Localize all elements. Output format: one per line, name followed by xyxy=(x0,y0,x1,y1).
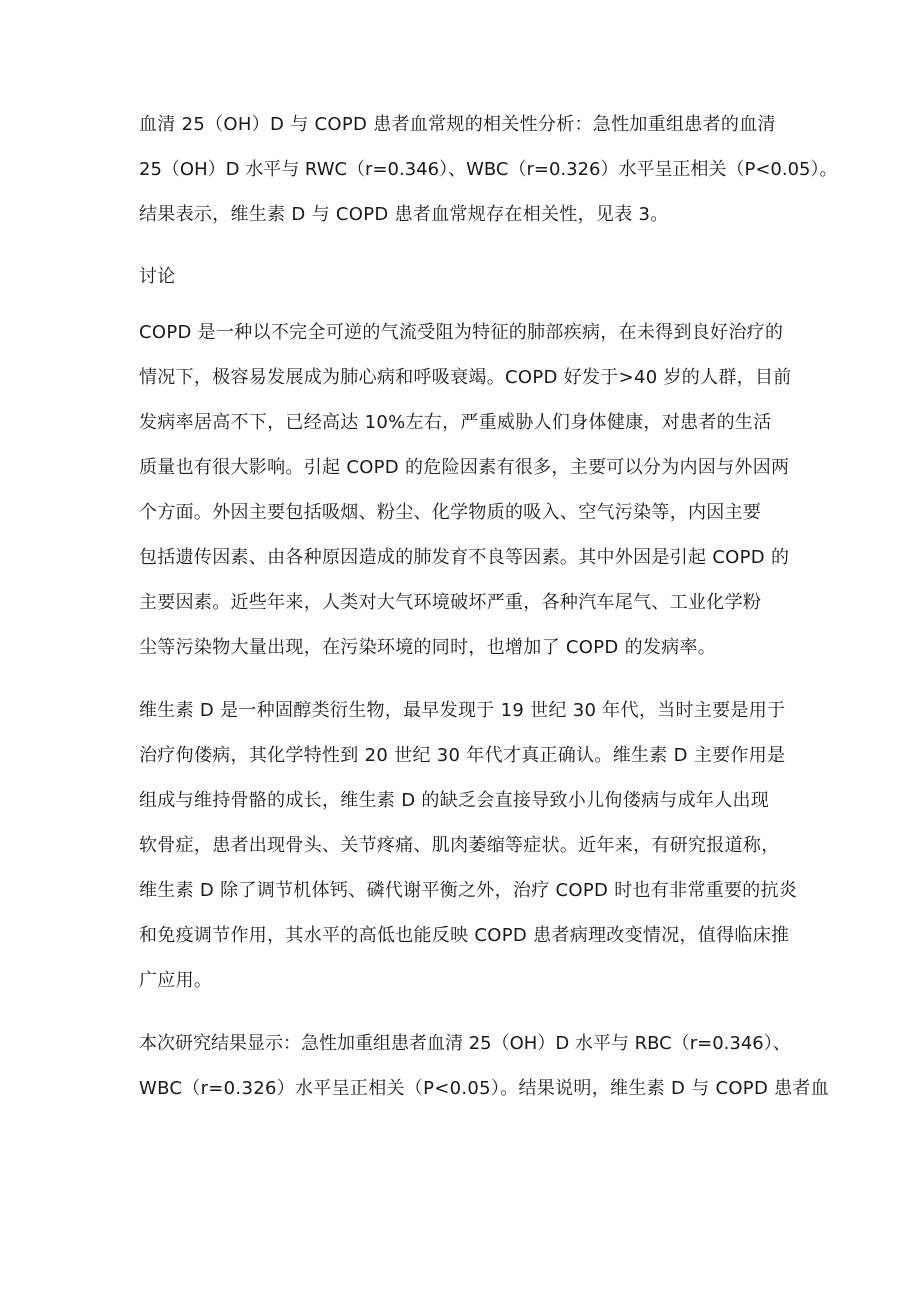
heading-text: 讨论 xyxy=(139,266,176,287)
text-line: 组成与维持骨骼的成长，维生素 D 的缺乏会直接导致小儿佝偻病与成年人出现 xyxy=(139,790,770,811)
text-line: 和免疫调节作用，其水平的高低也能反映 COPD 患者病理改变情况，值得临床推 xyxy=(139,925,790,946)
text-line: 本次研究结果显示：急性加重组患者血清 25（OH）D 水平与 RBC（r=0.346）、 xyxy=(139,1033,791,1054)
text-line: 个方面。外因主要包括吸烟、粉尘、化学物质的吸入、空气污染等，内因主要 xyxy=(139,502,762,523)
text-line: 广应用。 xyxy=(139,970,213,991)
text-line: 治疗佝偻病，其化学特性到 20 世纪 30 年代才真正确认。维生素 D 主要作用是 xyxy=(139,745,786,766)
text-line: COPD 是一种以不完全可逆的气流受阻为特征的肺部疾病，在未得到良好治疗的 xyxy=(139,322,784,343)
text-line: 维生素 D 是一种固醇类衍生物，最早发现于 19 世纪 30 年代，当时主要是用于 xyxy=(139,700,786,721)
paragraph-vitamin-d-overview xyxy=(139,688,798,1003)
text-line: 血清 25（OH）D 与 COPD 患者血常规的相关性分析：急性加重组患者的血清 xyxy=(139,114,776,135)
text-line: 维生素 D 除了调节机体钙、磷代谢平衡之外，治疗 COPD 时也有非常重要的抗炎 xyxy=(139,880,798,901)
text-line: WBC（r=0.326）水平呈正相关（P<0.05）。结果说明，维生素 D 与 COPD 患者血 xyxy=(139,1078,830,1099)
paragraph-correlation-result xyxy=(139,102,838,237)
paragraph-copd-overview xyxy=(139,310,792,670)
text-line: 25（OH）D 水平与 RWC（r=0.346）、WBC（r=0.326）水平呈正相关（P<0.05）。 xyxy=(139,159,838,180)
section-heading-discussion xyxy=(139,254,789,299)
text-line: 质量也有很大影响。引起 COPD 的危险因素有很多，主要可以分为内因与外因两 xyxy=(139,457,790,478)
text-line: 结果表示，维生素 D 与 COPD 患者血常规存在相关性，见表 3。 xyxy=(139,204,669,225)
text-line: 情况下，极容易发展成为肺心病和呼吸衰竭。COPD 好发于>40 岁的人群，目前 xyxy=(139,367,792,388)
text-line: 软骨症，患者出现骨头、关节疼痛、肌肉萎缩等症状。近年来，有研究报道称， xyxy=(139,835,780,856)
text-line: 发病率居高不下，已经高达 10%左右，严重威胁人们身体健康，对患者的生活 xyxy=(139,412,772,433)
text-line: 包括遗传因素、由各种原因造成的肺发育不良等因素。其中外因是引起 COPD 的 xyxy=(139,547,790,568)
text-line: 主要因素。近些年来，人类对大气环境破坏严重，各种汽车尾气、工业化学粉 xyxy=(139,592,762,613)
paragraph-study-results xyxy=(139,1021,830,1111)
text-line: 尘等污染物大量出现，在污染环境的同时，也增加了 COPD 的发病率。 xyxy=(139,637,717,658)
